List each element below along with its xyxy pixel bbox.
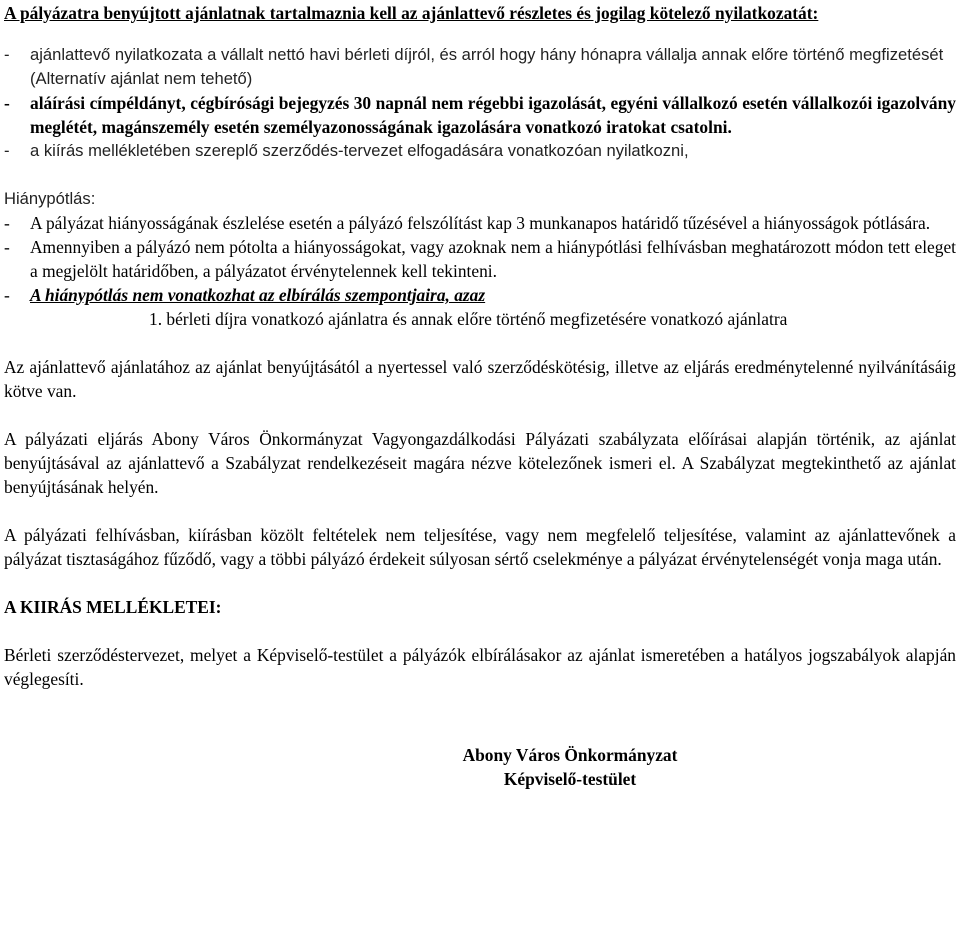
- list-dash: -: [4, 45, 10, 64]
- list-dash: -: [4, 93, 10, 113]
- list-item: [4, 139, 956, 163]
- section-heading: A pályázatra benyújtott ajánlatnak tartalmaznia kell az ajánlattevő részletes és jogilag kötelező nyilatkozatát:: [4, 3, 819, 23]
- requirements-list: [4, 43, 956, 163]
- hianypotlas-text: Amennyiben a pályázó nem pótolta a hiányosságokat, vagy azoknak nem a hiánypótlási felhívásban meghatározott módon tett eleget a megjelölt határidőben, a pályázatot érvénytelennek kell tekinteni.: [30, 237, 956, 281]
- annex-heading: A KIIRÁS MELLÉKLETEI:: [4, 597, 222, 617]
- requirement-text: aláírási címpéldányt, cégbírósági bejegyzés 30 napnál nem régebbi igazolását, egyéni vállalkozó esetén vállalkozói igazolvány meglétét, magánszemély esetén személyazonosságának igazolására vonatkozó iratokat csatolni.: [30, 93, 956, 137]
- paragraph: Az ajánlattevő ajánlatához az ajánlat benyújtásától a nyertessel való szerződéskötésig, illetve az eljárás eredménytelenné nyilvánításáig kötve van.: [4, 357, 956, 401]
- signature-line-1: Abony Város Önkormányzat: [462, 745, 678, 765]
- list-item: [4, 43, 956, 91]
- list-dash: -: [4, 213, 10, 233]
- paragraph: A pályázati eljárás Abony Város Önkormányzat Vagyongazdálkodási Pályázati szabályzata előírásai alapján történik, az ajánlat benyújtásával az ajánlattevő a Szabályzat rendelkezéseit magára nézve kötelezőnek ismeri el. A Szabályzat megtekinthető az ajánlat benyújtásának helyén.: [4, 429, 956, 497]
- hianypotlas-text: A hiánypótlás nem vonatkozhat az elbírálás szempontjaira, azaz: [30, 285, 486, 305]
- list-item: [4, 283, 956, 307]
- list-item: [4, 235, 956, 283]
- document-page: [0, 1, 960, 791]
- list-item: [4, 91, 956, 139]
- hianypotlas-subitem: 1. bérleti díjra vonatkozó ajánlatra és annak előre történő megfizetésére vonatkozó ajánlatra: [149, 309, 788, 329]
- list-item: [4, 211, 956, 235]
- list-dash: -: [4, 141, 10, 160]
- signature-line-2: Képviselő-testület: [503, 769, 637, 789]
- requirement-text: ajánlattevő nyilatkozata a vállalt nettó havi bérleti díjról, és arról hogy hány hónapra vállalja annak előre történő megfizetését (Alternatív ajánlat nem tehető): [30, 45, 944, 88]
- list-dash: -: [4, 285, 10, 305]
- hianypotlas-title: Hiánypótlás:: [4, 189, 96, 208]
- hianypotlas-list: [4, 211, 956, 307]
- hianypotlas-text: A pályázat hiányosságának észlelése esetén a pályázó felszólítást kap 3 munkanapos határidő tűzésével a hiányosságok pótlására.: [30, 213, 931, 233]
- requirement-text: a kiírás mellékletében szereplő szerződés-tervezet elfogadására vonatkozóan nyilatkozni,: [30, 141, 689, 160]
- annex-text: Bérleti szerződéstervezet, melyet a Képviselő-testület a pályázók elbírálásakor az ajánlat ismeretében a hatályos jogszabályok alapján véglegesíti.: [4, 645, 956, 689]
- list-dash: -: [4, 237, 10, 257]
- paragraph: A pályázati felhívásban, kiírásban közölt feltételek nem teljesítése, vagy nem megfelelő teljesítése, valamint az ajánlattevőnek a pályázat tisztaságához fűződő, vagy a többi pályázó érdekeit súlyosan sértő cselekménye a pályázat érvénytelenségét vonja maga után.: [4, 525, 956, 569]
